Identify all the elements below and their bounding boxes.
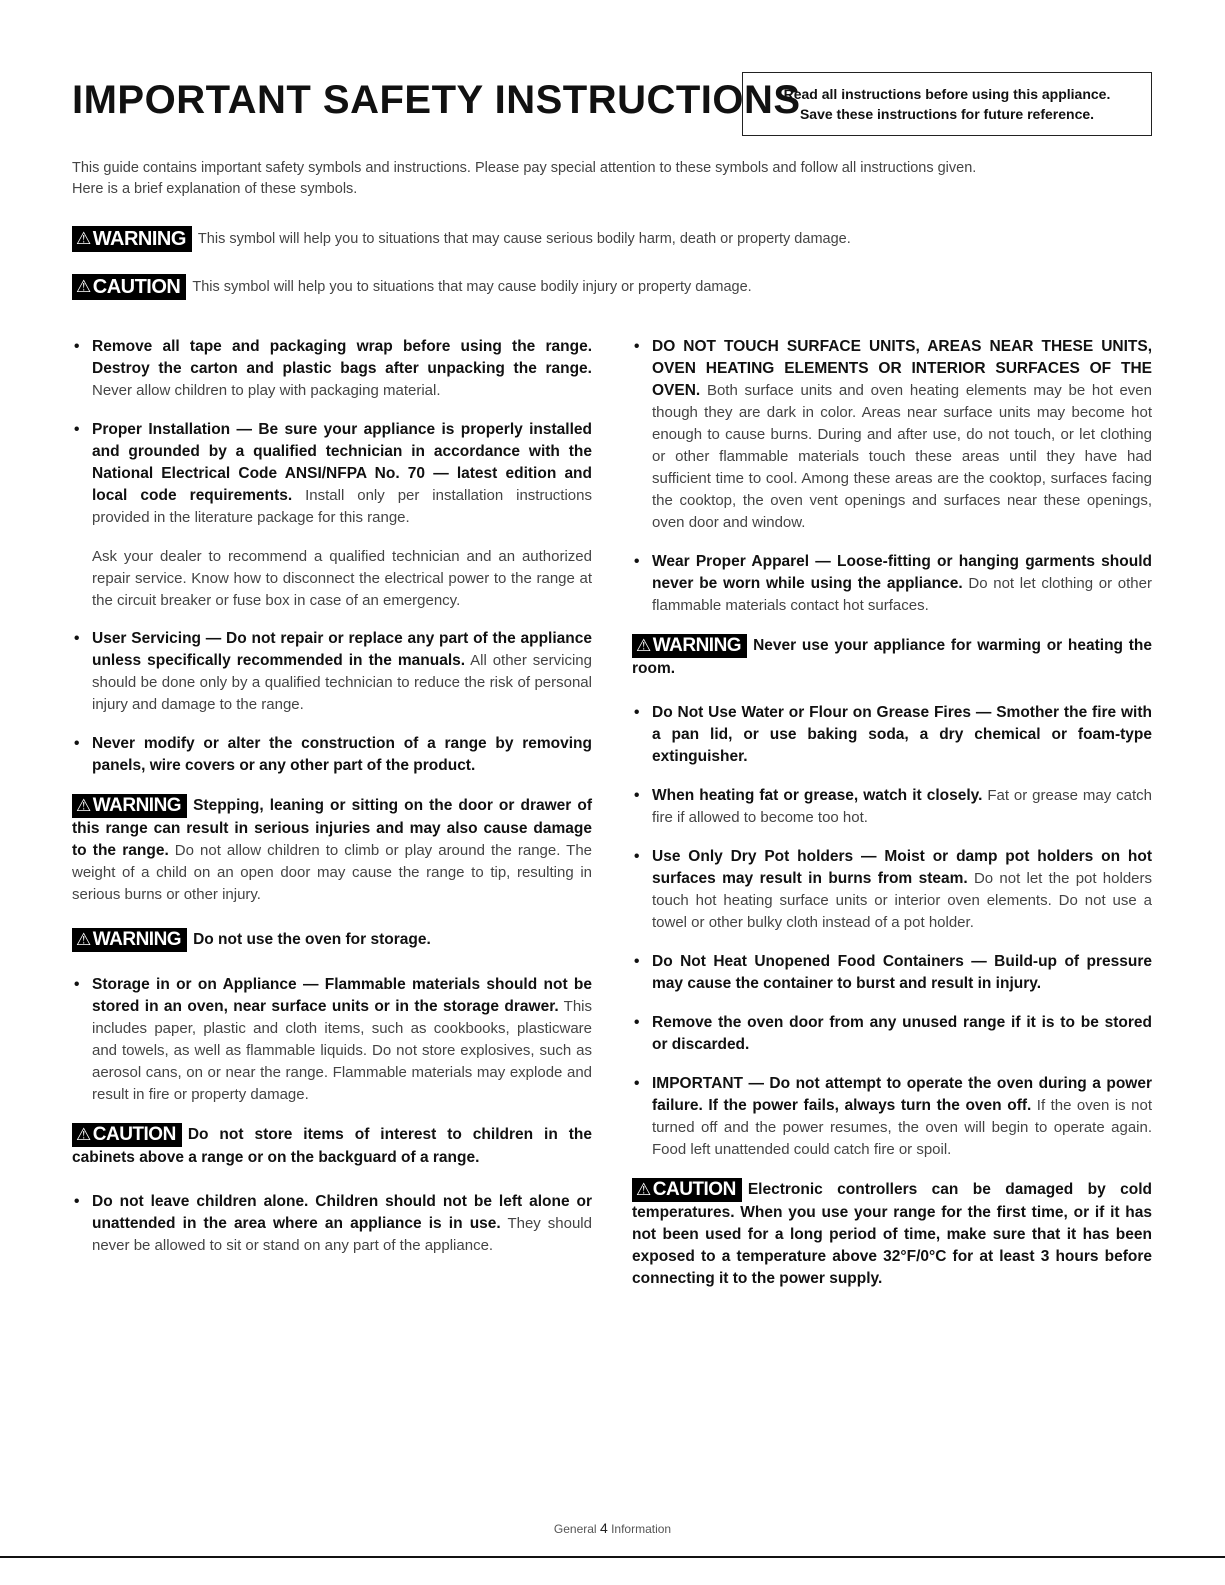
caution-badge: ⚠ CAUTION <box>72 1123 182 1147</box>
warning-badge: ⚠ WARNING <box>72 928 187 952</box>
list-item: • Do Not Use Water or Flour on Grease Fires — Smother the fire with a pan lid, or use baking soda, a dry chemical or foam-type extinguisher. <box>632 702 1152 768</box>
left-column <box>72 336 592 1274</box>
list-item: • Remove the oven door from any unused range if it is to be stored or discarded. <box>632 1012 1152 1056</box>
warning-badge: ⚠ WARNING <box>632 634 747 658</box>
list-item: • Proper Installation — Be sure your appliance is properly installed and grounded by a qualified technician in accordance with the National Electrical Code ANSI/NFPA No. 70 — latest edition and local code requirements. Install only per installation instructions provided in the literature package for this range. <box>72 419 592 529</box>
warning-block-heating-room: ⚠ WARNING Never use your appliance for warming or heating the room. <box>632 634 1152 677</box>
list-item: • Storage in or on Appliance — Flammable materials should not be stored in an oven, near surface units or in the storage drawer. This includes paper, plastic and cloth items, such as cookbooks, plasticware and towels, as well as flammable liquids. Do not store explosives, such as aerosol cans, on or near the range. Flammable materials may explode and result in fire or property damage. <box>72 974 592 1106</box>
warning-block-storage: ⚠ WARNING Do not use the oven for storage. <box>72 928 592 952</box>
list-item: • User Servicing — Do not repair or replace any part of the appliance unless specifically recommended in the manuals. All other servicing should be done only by a qualified technician to reduce the risk of personal injury and damage to the range. <box>72 628 592 716</box>
warning-triangle-icon: ⚠ <box>76 930 91 950</box>
list-item: • Never modify or alter the construction of a range by removing panels, wire covers or any other part of the product. <box>72 733 592 777</box>
caution-symbol-explanation <box>72 274 1157 300</box>
read-instructions-notice <box>742 72 1152 136</box>
intro-line-2: Here is a brief explanation of these symbols. <box>72 180 358 197</box>
list-item: • IMPORTANT — Do not attempt to operate the oven during a power failure. If the power fails, always turn the oven off. If the oven is not turned off and the power resumes, the oven will begin to operate again. Food left unattended could catch fire or spoil. <box>632 1073 1152 1161</box>
warning-badge: ⚠ WARNING <box>72 226 192 252</box>
warning-description: This symbol will help you to situations that may cause serious bodily harm, death or property damage. <box>197 231 851 247</box>
list-item: • Remove all tape and packaging wrap before using the range. Destroy the carton and plastic bags after unpacking the range. Never allow children to play with packaging material. <box>72 336 592 402</box>
warning-triangle-icon: ⚠ <box>636 635 651 655</box>
page-title: IMPORTANT SAFETY INSTRUCTIONS <box>72 78 801 122</box>
caution-triangle-icon: ⚠ <box>76 277 91 296</box>
caution-block-children-items: ⚠ CAUTION Do not store items of interest to children in the cabinets above a range or on the backguard of a range. <box>72 1123 592 1167</box>
bottom-rule <box>0 1556 1225 1558</box>
caution-block-electronic-controllers: ⚠ CAUTION Electronic controllers can be damaged by cold temperatures. When you use your range for the first time, or if it has not been used for a long period of time, make sure that it has been exposed to a temperature above 32°F/0°C for at least 3 hours before connecting it to the power supply. <box>632 1178 1152 1287</box>
list-item: • DO NOT TOUCH SURFACE UNITS, AREAS NEAR THESE UNITS, OVEN HEATING ELEMENTS OR INTERIOR SURFACES OF THE OVEN. Both surface units and oven heating elements may be hot even though they are dark in color. Areas near surface units may become hot enough to cause burns. During and after use, do not touch, or let clothing or other flammable materials touch these areas until they have had sufficient time to cool. Among these areas are the cooktop, surfaces facing the cooktop, the oven vent openings and surfaces near these openings, oven door and window. <box>632 336 1152 534</box>
notice-line-2: Save these instructions for future reference. <box>799 106 1095 122</box>
notice-line-1: Read all instructions before using this appliance. <box>783 85 1111 102</box>
list-item: • Do not leave children alone. Children should not be left alone or unattended in the area where an appliance is in use. They should never be allowed to sit or stand on any part of the appliance. <box>72 1191 592 1257</box>
caution-triangle-icon: ⚠ <box>636 1179 651 1199</box>
caution-badge: ⚠ CAUTION <box>632 1178 742 1202</box>
list-item: • Use Only Dry Pot holders — Moist or damp pot holders on hot surfaces may result in burns from steam. Do not let the pot holders touch hot heating surface units or interior oven elements. Do not use a towel or other bulky cloth instead of a pot holder. <box>632 846 1152 934</box>
page-footer <box>0 1520 1225 1536</box>
caution-badge: ⚠ CAUTION <box>72 274 186 300</box>
list-item: • Do Not Heat Unopened Food Containers — Build-up of pressure may cause the container to burst and result in injury. <box>632 951 1152 995</box>
caution-triangle-icon: ⚠ <box>76 1125 91 1145</box>
intro-line-1: This guide contains important safety symbols and instructions. Please pay special attention to these symbols and follow all instructions given. <box>72 160 977 176</box>
list-item: • Wear Proper Apparel — Loose-fitting or hanging garments should never be worn while using the appliance. Do not let clothing or other flammable materials contact hot surfaces. <box>632 551 1152 617</box>
dealer-paragraph: Ask your dealer to recommend a qualified technician and an authorized repair service. Know how to disconnect the electrical power to the range at the circuit breaker or fuse box in case of an emergency. <box>92 548 592 609</box>
warning-badge: ⚠ WARNING <box>72 794 187 818</box>
warning-triangle-icon: ⚠ <box>76 229 91 248</box>
right-column <box>632 336 1152 1312</box>
list-item: • When heating fat or grease, watch it closely. Fat or grease may catch fire if allowed to become too hot. <box>632 785 1152 829</box>
intro-paragraph <box>72 158 1157 199</box>
footer-section-right: Information <box>611 1522 672 1536</box>
warning-symbol-explanation <box>72 226 1157 252</box>
warning-triangle-icon: ⚠ <box>76 796 91 816</box>
footer-section-left: General <box>553 1522 597 1536</box>
warning-block-stepping: ⚠ WARNING Stepping, leaning or sitting on the door or drawer of this range can result in serious injuries and may also cause damage to the range. Do not allow children to climb or play around the range. The weight of a child on an open door may cause the range to tip, resulting in serious burns or other injury. <box>72 794 593 904</box>
caution-description: This symbol will help you to situations that may cause bodily injury or property damage. <box>192 279 752 295</box>
page-number: 4 <box>599 1520 608 1536</box>
